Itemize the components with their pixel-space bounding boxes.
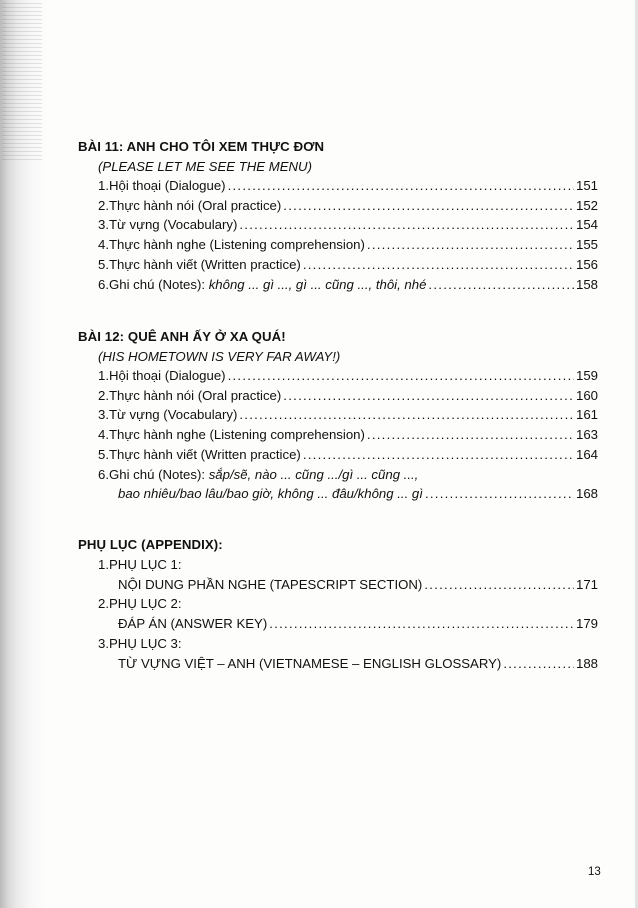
- book-binding-shadow: [0, 0, 46, 908]
- entry-number: 6.: [98, 276, 109, 292]
- entry-label: Thực hành nói (Oral practice): [109, 387, 282, 403]
- toc-entry[interactable]: [98, 176, 598, 196]
- entry-label: Thực hành nghe (Listening comprehension): [109, 237, 365, 253]
- toc-entry[interactable]: [98, 235, 598, 255]
- page-number: 13: [588, 866, 601, 878]
- appendix-heading: [98, 555, 598, 575]
- entry-page: 151: [575, 178, 598, 193]
- entry-label: Ghi chú (Notes):: [109, 466, 209, 482]
- entry-number: 2.: [98, 596, 109, 612]
- appendix-section: [78, 535, 598, 673]
- entry-page: 156: [575, 256, 598, 272]
- entry-notes-italic: sắp/sẽ, nào ... cũng .../gì ... cũng ...,: [208, 466, 419, 482]
- dot-leader: [424, 575, 574, 595]
- dot-leader: [425, 484, 574, 504]
- entry-page: 179: [575, 616, 598, 632]
- entry-page: 163: [575, 427, 598, 443]
- toc-entry[interactable]: [98, 215, 598, 235]
- scan-speckle: [2, 0, 42, 160]
- entry-label: Hội thoại (Dialogue): [109, 368, 226, 383]
- dot-leader: [503, 654, 574, 674]
- entry-page: 158: [575, 276, 598, 292]
- lesson-11-title: BÀI 11: ANH CHO TÔI XEM THỰC ĐƠN: [78, 139, 325, 154]
- entry-number: 1.: [98, 368, 109, 383]
- entry-page: 171: [575, 576, 598, 592]
- entry-label: Thực hành nghe (Listening comprehension): [109, 427, 365, 443]
- entry-page: 159: [575, 368, 598, 383]
- lesson-12-subtitle: (HIS HOMETOWN IS VERY FAR AWAY!): [98, 349, 341, 364]
- dot-leader: [428, 275, 574, 295]
- appendix-heading-label: PHỤ LỤC 1:: [109, 557, 182, 572]
- dot-leader: [283, 196, 574, 216]
- entry-notes-italic: bao nhiêu/bao lâu/bao giờ, không ... đâu/không ... gì: [118, 486, 423, 502]
- entry-number: 4.: [98, 427, 109, 443]
- toc-entry[interactable]: [118, 575, 598, 595]
- entry-label: Hội thoại (Dialogue): [109, 178, 226, 193]
- entry-label: Thực hành viết (Written practice): [109, 256, 301, 272]
- entry-label: Thực hành viết (Written practice): [109, 446, 301, 462]
- appendix-title: PHỤ LỤC (APPENDIX):: [78, 537, 223, 552]
- toc-entry[interactable]: [98, 255, 598, 275]
- entry-label: NỘI DUNG PHẦN NGHE (TAPESCRIPT SECTION): [118, 576, 423, 592]
- toc-entry-notes[interactable]: [98, 275, 598, 295]
- appendix-heading-label: PHỤ LỤC 3:: [109, 635, 182, 651]
- entry-number: 3.: [98, 217, 109, 233]
- entry-page: 160: [575, 387, 598, 403]
- appendix-heading: [98, 634, 598, 654]
- entry-number: 4.: [98, 237, 109, 253]
- entry-number: 1.: [98, 557, 109, 572]
- entry-number: 2.: [98, 197, 109, 213]
- toc-entry[interactable]: [118, 654, 598, 674]
- lesson-11-subtitle: (PLEASE LET ME SEE THE MENU): [98, 159, 312, 174]
- entry-label: ĐÁP ÁN (ANSWER KEY): [118, 616, 268, 632]
- entry-label: Từ vựng (Vocabulary): [109, 407, 238, 423]
- dot-leader: [228, 176, 574, 196]
- dot-leader: [239, 215, 574, 235]
- dot-leader: [303, 255, 574, 275]
- dot-leader: [269, 614, 574, 634]
- toc-entry[interactable]: [98, 196, 598, 216]
- dot-leader: [303, 445, 574, 465]
- entry-page: 155: [575, 237, 598, 253]
- toc-entry[interactable]: [98, 425, 598, 445]
- dot-leader: [239, 405, 574, 425]
- appendix-heading: [98, 594, 598, 614]
- toc-entry-notes[interactable]: [98, 465, 598, 485]
- lesson-11-section: [78, 137, 598, 294]
- lesson-12-section: [78, 327, 598, 504]
- entry-page: 164: [575, 446, 598, 462]
- dot-leader: [283, 386, 574, 406]
- entry-notes-italic: không ... gì ..., gì ... cũng ..., thôi, nhé: [208, 276, 427, 292]
- entry-page: 161: [575, 407, 598, 423]
- entry-page: 152: [575, 197, 598, 213]
- entry-label: TỪ VỰNG VIỆT – ANH (VIETNAMESE – ENGLISH GLOSSARY): [118, 655, 502, 671]
- entry-label: Thực hành nói (Oral practice): [109, 197, 282, 213]
- dot-leader: [367, 425, 574, 445]
- toc-entry-notes-continued[interactable]: [118, 484, 598, 504]
- entry-number: 2.: [98, 387, 109, 403]
- entry-number: 6.: [98, 466, 109, 482]
- entry-number: 5.: [98, 446, 109, 462]
- entry-number: 5.: [98, 256, 109, 272]
- toc-entry[interactable]: [98, 405, 598, 425]
- appendix-heading-label: PHỤ LỤC 2:: [109, 596, 182, 612]
- entry-number: 1.: [98, 178, 109, 193]
- entry-label: Từ vựng (Vocabulary): [109, 217, 238, 233]
- toc-entry[interactable]: [98, 386, 598, 406]
- entry-number: 3.: [98, 407, 109, 423]
- entry-number: 3.: [98, 635, 109, 651]
- entry-page: 168: [575, 486, 598, 502]
- entry-page: 154: [575, 217, 598, 233]
- dot-leader: [228, 366, 574, 386]
- toc-entry[interactable]: [98, 366, 598, 386]
- lesson-12-title: BÀI 12: QUÊ ANH ẤY Ở XA QUÁ!: [78, 329, 286, 344]
- toc-entry[interactable]: [98, 445, 598, 465]
- entry-label: Ghi chú (Notes):: [109, 276, 209, 292]
- toc-entry[interactable]: [118, 614, 598, 634]
- entry-page: 188: [575, 655, 598, 671]
- dot-leader: [367, 235, 574, 255]
